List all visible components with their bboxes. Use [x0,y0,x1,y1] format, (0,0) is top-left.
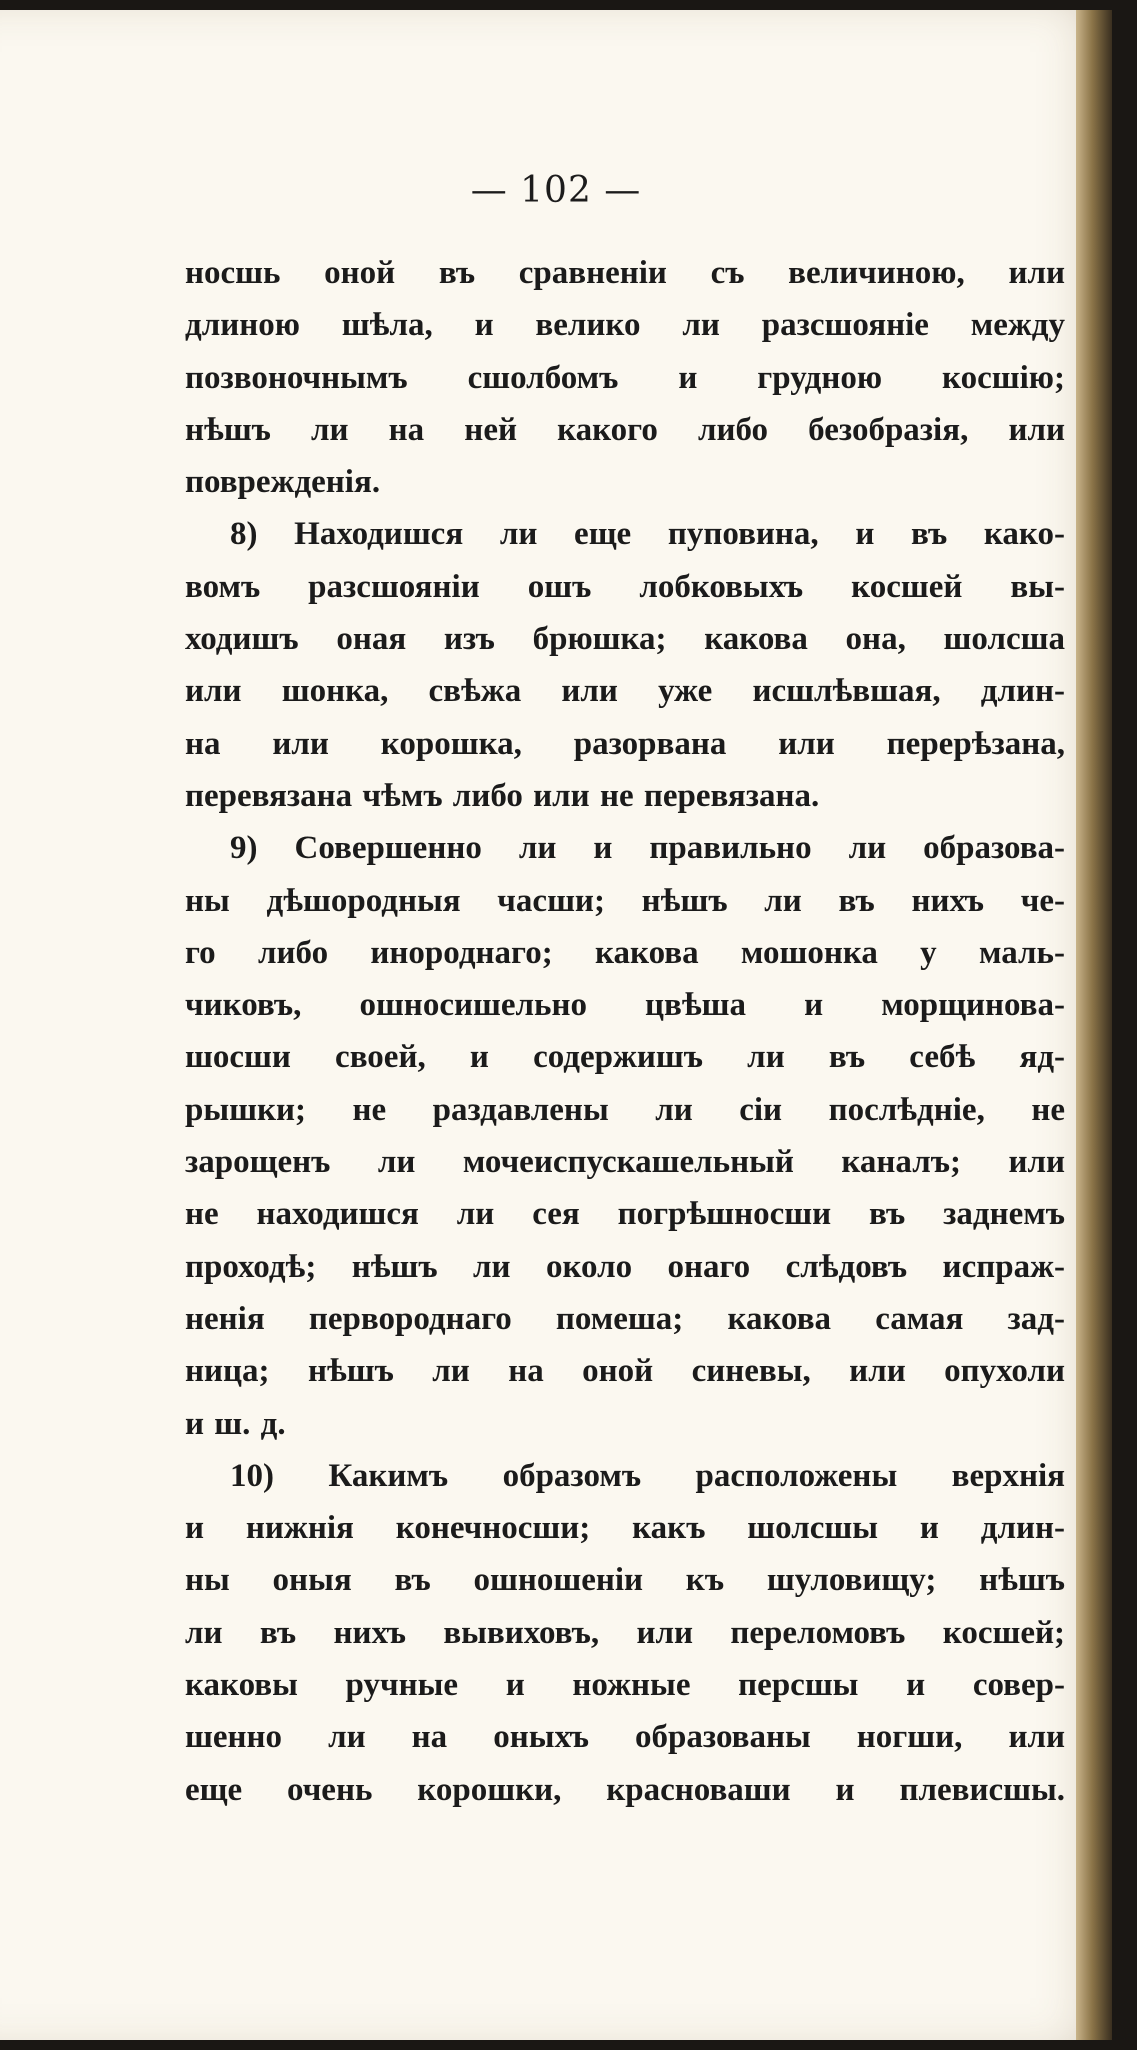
text-line: рышки; не раздавлены ли сіи послѣдніе, не [185,1091,1065,1128]
text-line: 10) Какимъ образомъ расположены верхнія [230,1457,1065,1494]
text-line: не находишся ли сея погрѣшносши въ заднемъ [185,1196,1065,1233]
text-line: вомъ разсшояніи ошъ лобковыхъ косшей вы- [185,568,1065,605]
text-line: го либо инороднаго; какова мошонка у маль- [185,934,1065,971]
page-number: — 102 — [470,170,642,211]
text-line: ны оныя въ ошношеніи къ шуловищу; нѣшъ [185,1562,1065,1599]
text-line: и ш. д. [185,1405,286,1442]
text-line: ходишъ оная изъ брюшка; какова она, шолсша [185,621,1065,658]
text-line: 8) Находишся ли еще пуповина, и въ како- [230,516,1065,553]
text-line: шенно ли на оныхъ образованы ногши, или [185,1719,1065,1756]
body-text [185,247,1065,1816]
text-line: перевязана чѣмъ либо или не перевязана. [185,777,820,814]
text-line: позвоночнымъ сшолбомъ и грудною косшію; [185,359,1065,396]
page-edge-shadow [1076,10,1112,2040]
text-line: носшь оной въ сравненіи съ величиною, или [185,255,1065,291]
text-line: и нижнія конечносши; какъ шолсшы и длин- [185,1510,1065,1547]
text-line: поврежденія. [185,464,381,501]
text-line: зарощенъ ли мочеиспускашельный каналъ; или [185,1144,1065,1181]
text-line: чиковъ, ошносишельно цвѣша и морщинова- [185,987,1065,1024]
text-line: ница; нѣшъ ли на оной синевы, или опухоли [185,1353,1065,1390]
text-line: ли въ нихъ вывиховъ, или переломовъ косшей; [185,1614,1065,1651]
text-line: нѣшъ ли на ней какого либо безобразія, или [185,411,1065,448]
paper-sheet [0,10,1112,2040]
text-line: ны дѣшородныя часши; нѣшъ ли въ нихъ че- [185,882,1065,919]
text-line: еще очень корошки, красноваши и плевисшы. [185,1771,1065,1808]
text-line: ненія первороднаго помеша; какова самая зад- [185,1300,1065,1337]
paragraph-item-8 [185,508,1065,822]
paragraph [185,247,1065,508]
text-line: каковы ручные и ножные персшы и совер- [185,1667,1065,1704]
text-line: длиною шѣла, и велико ли разсшояніе между [185,307,1065,344]
text-line: 9) Совершенно ли и правильно ли образова- [230,830,1065,867]
text-line: шосши своей, и содержишъ ли въ себѣ яд- [185,1039,1065,1076]
text-line: на или корошка, разорвана или перерѣзана, [185,725,1065,762]
paragraph-item-9 [185,822,1065,1450]
paragraph-item-10 [185,1450,1065,1816]
text-line: проходѣ; нѣшъ ли около онаго слѣдовъ испраж- [185,1248,1065,1285]
text-line: или шонка, свѣжа или уже исшлѣвшая, длин- [185,673,1065,710]
